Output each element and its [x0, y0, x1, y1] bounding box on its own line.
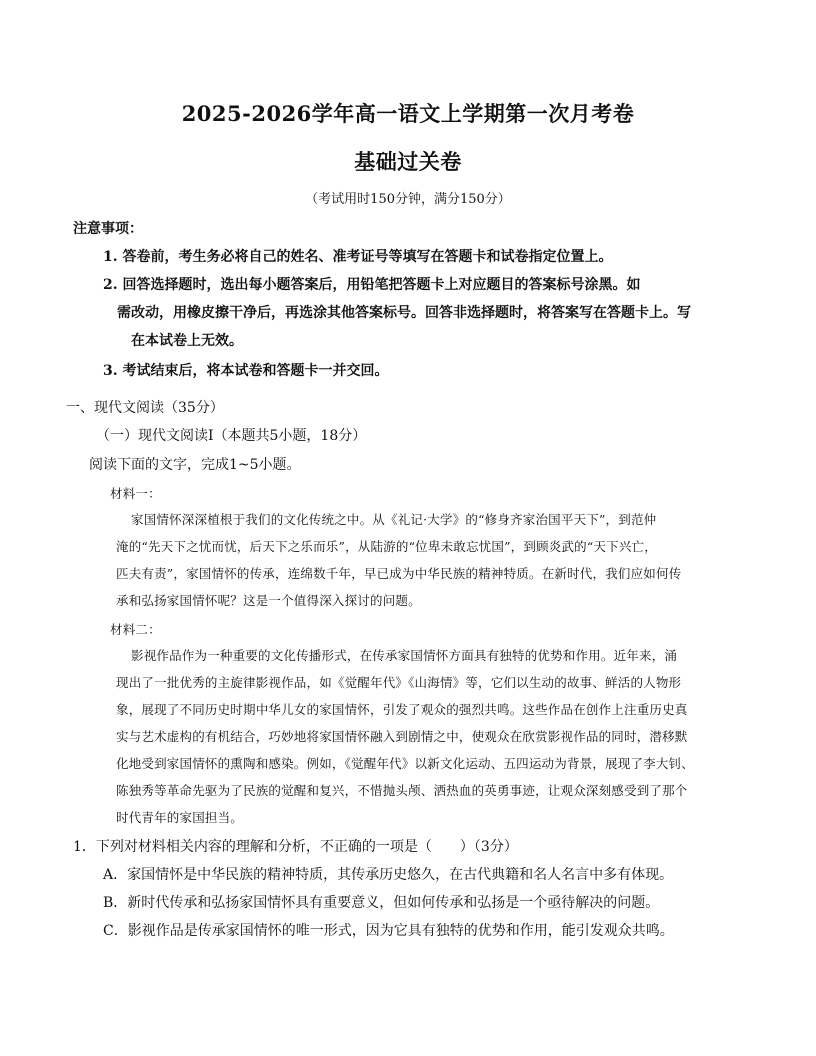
material-2-line: 陈独秀等革命先驱为了民族的觉醒和复兴，不惜抛头颅、洒热血的英勇事迹，让观众深刻感受到了那个: [116, 783, 688, 798]
material-1-line: 淹的“先天下之忧而忧，后天下之乐而乐”，从陆游的“位卑未敢忘忧国”，到顾炎武的“天下兴亡，: [116, 539, 657, 554]
note-item-2-line-2: 需改动，用橡皮擦干净后，再选涂其他答案标号。回答非选择题时，将答案写在答题卡上。写: [117, 305, 691, 321]
exam-subtitle: 基础过关卷: [354, 149, 462, 174]
note-item-2-line-1: 2. 回答选择题时，选出每小题答案后，用铅笔把答题卡上对应题目的答案标号涂黑。如: [103, 277, 641, 293]
exam-title: 2025-2026学年高一语文上学期第一次月考卷: [181, 101, 635, 126]
question-1-option-b: B．新时代传承和弘扬家国情怀具有重要意义，但如何传承和弘扬是一个亟待解决的问题。: [103, 895, 660, 911]
notes-heading: 注意事项：: [73, 221, 143, 237]
material-2-label: 材料二：: [110, 622, 161, 637]
material-1-line: 家国情怀深深植根于我们的文化传统之中。从《礼记·大学》的“修身齐家治国平天下”，到范仲: [131, 512, 657, 527]
section-heading: 一、现代文阅读（35分）: [66, 400, 224, 416]
material-2-line: 时代青年的家国担当。: [116, 810, 244, 825]
material-1-line: 承和弘扬家国情怀呢？这是一个值得深入探讨的问题。: [116, 593, 421, 608]
note-item-3: 3. 考试结束后，将本试卷和答题卡一并交回。: [103, 363, 389, 379]
note-item-2-line-3: 在本试卷上无效。: [131, 333, 243, 349]
subsection-heading: （一）现代文阅读Ⅰ（本题共5小题，18分）: [96, 428, 367, 444]
reading-instruction: 阅读下面的文字，完成1~5小题。: [89, 457, 301, 473]
material-2-line: 实与艺术虚构的有机结合，巧妙地将家国情怀融入到剧情之中，使观众在欣赏影视作品的同时，潜移默: [116, 729, 688, 744]
note-item-1: 1. 答卷前，考生务必将自己的姓名、准考证号等填写在答题卡和试卷指定位置上。: [103, 249, 613, 265]
material-1-line: 匹夫有责”，家国情怀的传承，连绵数千年，早已成为中华民族的精神特质。在新时代，我们应如何传: [116, 566, 682, 581]
material-2-line: 象，展现了不同历史时期中华儿女的家国情怀，引发了观众的强烈共鸣。这些作品在创作上注重历史真: [116, 702, 688, 717]
question-1-option-a: A．家国情怀是中华民族的精神特质，其传承历史悠久，在古代典籍和名人名言中多有体现。: [103, 867, 674, 883]
question-1-stem: 1．下列对材料相关内容的理解和分析，不正确的一项是（ ）（3分）: [73, 839, 518, 855]
question-1-option-c: C．影视作品是传承家国情怀的唯一形式，因为它具有独特的优势和作用，能引发观众共鸣。: [103, 923, 674, 939]
material-2-line: 影视作品作为一种重要的文化传播形式，在传承家国情怀方面具有独特的优势和作用。近年来，涌: [131, 648, 678, 663]
material-1-label: 材料一：: [110, 486, 161, 501]
exam-info: （考试用时150分钟，满分150分）: [305, 192, 511, 207]
material-2-line: 化地受到家国情怀的熏陶和感染。例如，《觉醒年代》以新文化运动、五四运动为背景，展现了李大钊、: [116, 756, 694, 771]
material-2-line: 现出了一批优秀的主旋律影视作品，如《觉醒年代》《山海情》等，它们以生动的故事、鲜活的人物形: [116, 675, 682, 690]
